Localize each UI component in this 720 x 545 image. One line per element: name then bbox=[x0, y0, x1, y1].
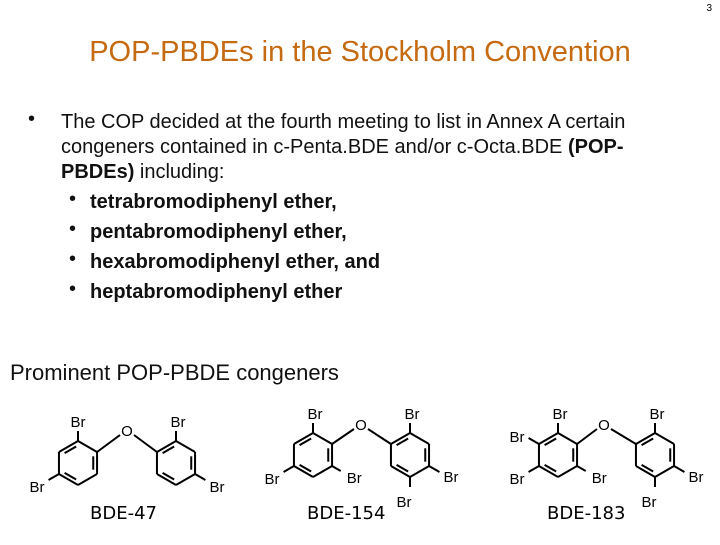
substituent-bond bbox=[674, 466, 684, 472]
page-title: POP-PBDEs in the Stockholm Convention bbox=[89, 36, 631, 68]
sub-bullet-item bbox=[69, 187, 688, 217]
sub-bullet-text: heptabromodiphenyl ether bbox=[90, 281, 343, 303]
bromine-label: Br bbox=[404, 406, 420, 423]
main-bullet bbox=[28, 110, 688, 185]
substituent-bond bbox=[195, 474, 205, 480]
ring-bond bbox=[410, 433, 429, 444]
bromine-label: Br bbox=[591, 470, 607, 487]
ring-bond bbox=[558, 433, 577, 444]
bullet-dot-icon: • bbox=[69, 248, 77, 270]
bromine-label: Br bbox=[307, 406, 323, 423]
bromine-label: Br bbox=[170, 414, 186, 431]
substituent-bond bbox=[49, 474, 59, 480]
sub-bullet-text: hexabromodiphenyl ether, and bbox=[90, 251, 381, 273]
bromine-label: Br bbox=[641, 494, 657, 511]
ring-bond bbox=[558, 466, 577, 477]
bromine-label: Br bbox=[264, 471, 280, 488]
sub-bullet-text: pentabromodiphenyl ether, bbox=[90, 221, 347, 243]
ring-bond bbox=[176, 474, 195, 485]
ether-bond bbox=[611, 429, 636, 444]
caption-bde-154: BDE-154 bbox=[307, 503, 386, 524]
ring-bond bbox=[313, 466, 332, 477]
ether-bond bbox=[134, 435, 157, 452]
ring-bond bbox=[410, 466, 429, 477]
substituent-bond bbox=[529, 466, 539, 472]
bromine-label: Br bbox=[509, 471, 525, 488]
substituent-bond bbox=[332, 466, 341, 471]
caption-bde-47: BDE-47 bbox=[90, 503, 157, 524]
ether-bond bbox=[97, 435, 120, 452]
oxygen-label: O bbox=[355, 417, 367, 434]
bullet-text-bold: (POP-PBDEs) bbox=[61, 136, 624, 183]
bullet-dot-icon: • bbox=[69, 218, 77, 240]
ring-bond bbox=[655, 466, 674, 477]
bullet-text-after: including: bbox=[134, 161, 225, 183]
substituent-bond bbox=[577, 466, 586, 471]
ring-bond bbox=[78, 441, 97, 452]
bullet-dot-icon: • bbox=[69, 188, 77, 210]
bullet-dot-icon: • bbox=[69, 278, 77, 300]
congener-sublist bbox=[28, 187, 688, 307]
substituent-bond bbox=[529, 438, 539, 444]
sub-bullet-item bbox=[69, 277, 688, 307]
ether-bond bbox=[332, 429, 354, 444]
slide-number: 3 bbox=[706, 3, 712, 14]
bromine-label: Br bbox=[209, 479, 225, 496]
bromine-label: Br bbox=[443, 469, 459, 486]
bromine-label: Br bbox=[688, 469, 704, 486]
bromine-label: Br bbox=[396, 494, 412, 511]
bullet-text-before: The COP decided at the fourth meeting to list in Annex A certain congeners contained in c-Penta.BDE and/or c-Octa.BDE bbox=[61, 111, 626, 158]
bromine-label: Br bbox=[649, 406, 665, 423]
bromine-label: Br bbox=[346, 470, 362, 487]
ring-bond bbox=[176, 441, 195, 452]
oxygen-label: O bbox=[121, 423, 133, 440]
sub-bullet-item bbox=[69, 247, 688, 277]
caption-bde-183: BDE-183 bbox=[547, 503, 626, 524]
bullet-dot-icon: • bbox=[28, 108, 36, 130]
congener-structures bbox=[0, 385, 720, 540]
sub-bullet-text: tetrabromodiphenyl ether, bbox=[90, 191, 337, 213]
substituent-bond bbox=[284, 466, 294, 472]
section-subtitle: Prominent POP-PBDE congeners bbox=[10, 360, 339, 385]
ether-bond bbox=[577, 429, 597, 444]
bromine-label: Br bbox=[509, 429, 525, 446]
ring-bond bbox=[313, 433, 332, 444]
ring-bond bbox=[78, 474, 97, 485]
bullet-list bbox=[28, 110, 688, 307]
bromine-label: Br bbox=[552, 406, 568, 423]
ring-bond bbox=[655, 433, 674, 444]
oxygen-label: O bbox=[598, 417, 610, 434]
sub-bullet-item bbox=[69, 217, 688, 247]
bromine-label: Br bbox=[70, 414, 86, 431]
bromine-label: Br bbox=[29, 479, 45, 496]
substituent-bond bbox=[429, 466, 439, 472]
ether-bond bbox=[368, 429, 391, 444]
